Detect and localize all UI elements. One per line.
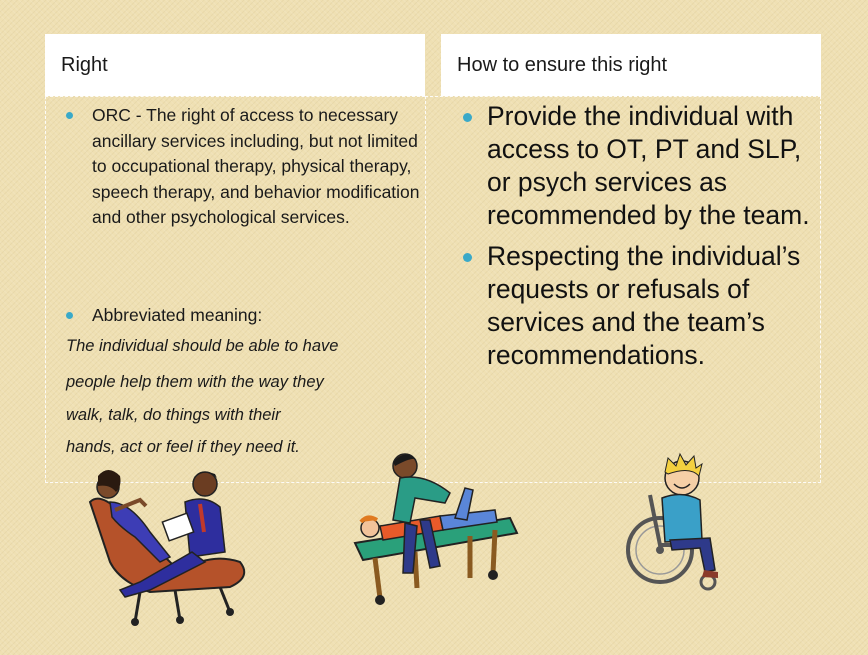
right-bullet-list	[441, 100, 817, 380]
respect-requests-text: Respecting the individual’s requests or refusals of services and the team’s recommendations.	[487, 241, 801, 370]
physical-therapy-clipart	[345, 448, 525, 613]
bullet-dot-icon	[463, 253, 472, 262]
list-item	[441, 240, 817, 372]
header-right-column: Right	[45, 34, 425, 96]
meaning-line: The individual should be able to have	[66, 337, 339, 355]
left-bullet-list	[46, 103, 424, 329]
list-item	[441, 100, 817, 232]
counseling-session-clipart	[80, 462, 260, 632]
header-how-to-column: How to ensure this right	[441, 34, 821, 96]
bullet-dot-icon	[463, 113, 472, 122]
orc-right-text: ORC - The right of access to necessary ancillary services including, but not limited to occupational therapy, physical therapy, speech therapy, and behavior modification and other psychological services.	[92, 105, 420, 227]
bullet-dot-icon	[66, 112, 73, 119]
meaning-line: hands, act or feel if they need it.	[66, 438, 300, 456]
list-item	[46, 103, 424, 303]
bullet-dot-icon	[66, 312, 73, 319]
wheelchair-boy-clipart	[620, 450, 730, 595]
list-item	[46, 303, 424, 329]
meaning-line: people help them with the way they	[66, 373, 324, 391]
abbreviated-meaning-label: Abbreviated meaning:	[92, 305, 263, 325]
provide-access-text: Provide the individual with access to OT, PT and SLP, or psych services as recommended by the team.	[487, 101, 810, 230]
meaning-line: walk, talk, do things with their	[66, 406, 281, 424]
